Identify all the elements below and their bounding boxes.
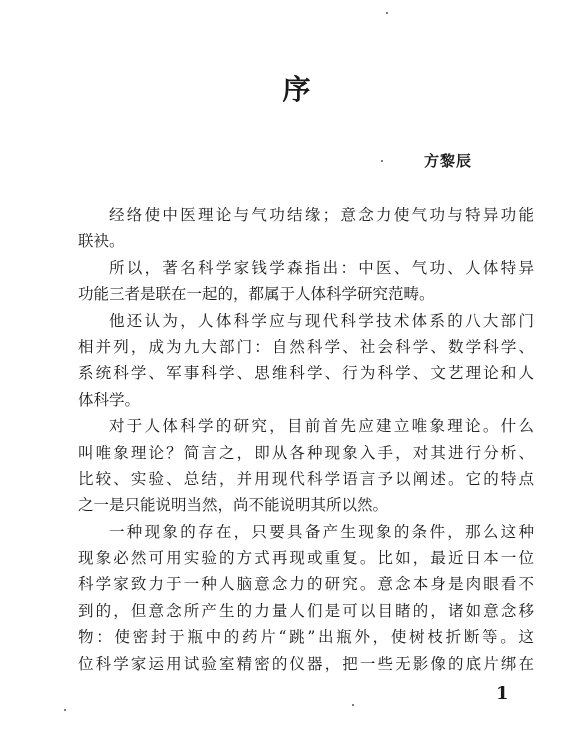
text-line: 物：使密封于瓶中的药片“跳”出瓶外，使树枝折断等。这: [78, 628, 534, 647]
text-line: 叫唯象理论？简言之，即从各种现象入手，对其进行分析、: [78, 443, 534, 462]
text-line: 一种现象的存在，只要具备产生现象的条件，那么这种: [109, 522, 534, 541]
author-name: 方黎辰: [424, 152, 473, 170]
scan-speck: [386, 12, 388, 14]
chapter-title: 序: [282, 73, 313, 106]
scan-speck: [352, 704, 354, 706]
page-number: 1: [496, 683, 509, 704]
text-line: 他还认为，人体科学应与现代科学技术体系的八大部门: [109, 311, 534, 330]
scan-speck: [381, 160, 383, 162]
text-line: 之一是只能说明当然，尚不能说明其所以然。: [78, 496, 389, 515]
text-line: 科学家致力于一种人脑意念力的研究。意念本身是肉眼看不: [78, 575, 534, 594]
scan-speck: [64, 709, 66, 711]
text-line: 位科学家运用试验室精密的仪器，把一些无影像的底片绑在: [78, 654, 534, 673]
text-line: 功能三者是联在一起的，都属于人体科学研究范畴。: [78, 285, 435, 304]
text-line: 现象必然可用实验的方式再现或重复。比如，最近日本一位: [78, 549, 534, 568]
text-line: 体科学。: [78, 390, 141, 409]
text-line: 联袂。: [78, 232, 125, 251]
text-line: 到的，但意念所产生的力量人们是可以目睹的，诸如意念移: [78, 601, 534, 620]
body-text: [78, 202, 534, 677]
text-line: 比较、实验、总结，并用现代科学语言予以阐述。它的特点: [78, 469, 534, 488]
text-line: 对于人体科学的研究，目前首先应建立唯象理论。什么: [109, 417, 534, 436]
text-line: 相并列，成为九大部门：自然科学、社会科学、数学科学、: [78, 337, 534, 356]
text-line: 经络使中医理论与气功结缘；意念力使气功与特异功能: [109, 206, 534, 224]
text-line: 所以，著名科学家钱学森指出：中医、气功、人体特异: [109, 258, 534, 277]
text-line: 系统科学、军事科学、思维科学、行为科学、文艺理论和人: [78, 364, 534, 383]
